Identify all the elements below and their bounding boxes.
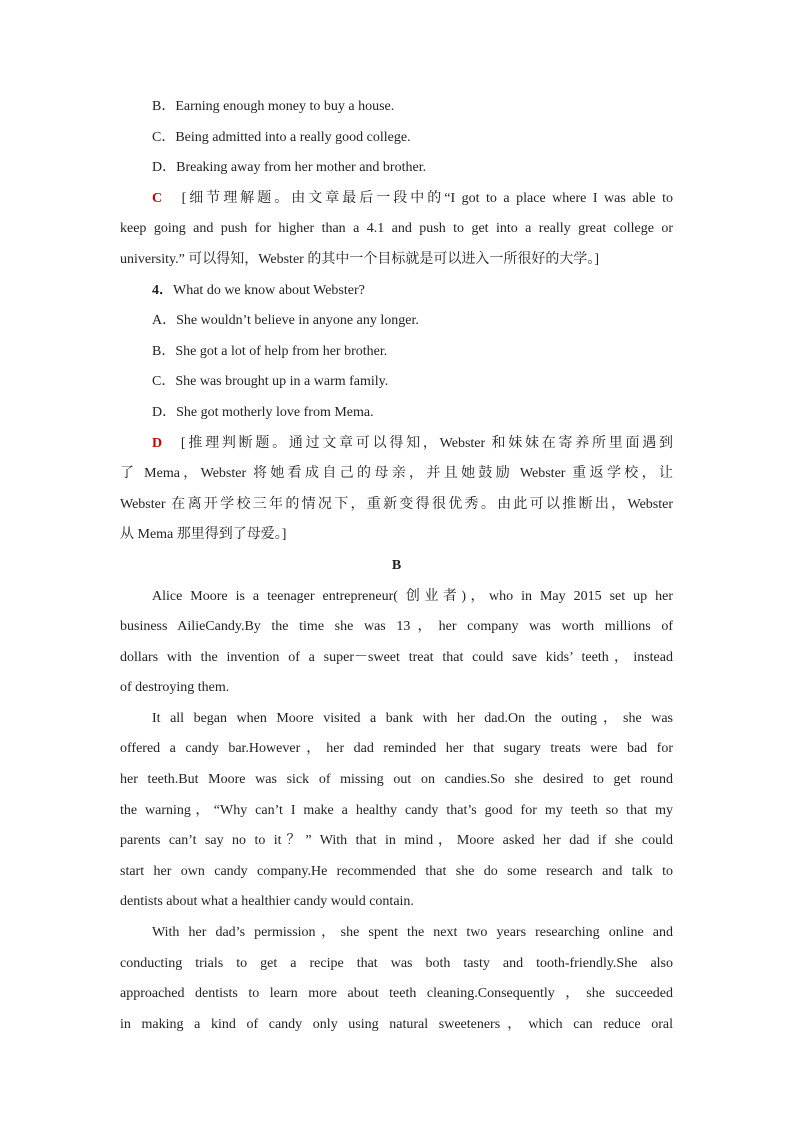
paragraph-line: parents can’t say no to it？” With that in mind，Moore asked her dad if she could — [120, 833, 673, 849]
paragraph-line: Alice Moore is a teenager entrepreneur( 创业者)，who in May 2015 set up her — [152, 588, 673, 604]
paragraph-line: conducting trials to get a recipe that was both tasty and tooth-friendly.She also — [120, 955, 673, 971]
section-heading: B — [391, 557, 402, 573]
paragraph-line: It all began when Moore visited a bank with her dad.On the outing，she was — [152, 710, 673, 726]
paragraph-line: of destroying them. — [120, 680, 230, 696]
paragraph-line: With her dad’s permission，she spent the next two years researching online and — [152, 925, 673, 941]
option-q4-c: C．She was brought up in a warm family. — [152, 374, 389, 390]
question-stem: What do we know about Webster? — [173, 282, 365, 298]
paragraph-line: offered a candy bar.However，her dad reminded her that sugary treats were bad for — [120, 741, 673, 757]
question-4 — [120, 276, 673, 307]
answer-q4-line-3: Webster 在离开学校三年的情况下，重新变得很优秀。由此可以推断出，Webster — [120, 496, 673, 512]
option-q3-b: B．Earning enough money to buy a house. — [152, 99, 395, 114]
option-q4-a: A．She wouldn’t believe in anyone any longer. — [152, 313, 419, 329]
answer-q4-line-2: 了 Mema，Webster 将她看成自己的母亲，并且她鼓励 Webster 重返学校，让 — [120, 466, 673, 482]
paragraph-line: her teeth.But Moore was sick of missing out on candies.So she desired to get round — [120, 772, 673, 788]
paragraph-line: dollars with the invention of a super－sweet treat that could save kids’ teeth，instead — [120, 649, 673, 665]
answer-letter: C — [152, 190, 163, 206]
option-q3-d: D．Breaking away from her mother and brother. — [152, 160, 427, 176]
paragraph-line: approached dentists to learn more about teeth cleaning.Consequently ，she succeeded — [120, 986, 673, 1002]
option-q4-b: B．She got a lot of help from her brother. — [152, 343, 388, 359]
answer-q3-line-1 — [120, 184, 673, 215]
option-q3-c: C．Being admitted into a really good college. — [152, 129, 411, 145]
answer-q4-line-1 — [120, 429, 673, 460]
answer-letter: D — [152, 435, 163, 451]
answer-text: [推理判断题。通过文章可以得知，Webster 和妹妹在寄养所里面遇到 — [180, 435, 674, 451]
question-number: 4． — [152, 282, 173, 298]
paragraph-line: dentists about what a healthier candy would contain. — [120, 894, 414, 910]
answer-text: [细节理解题。由文章最后一段中的“I got to a place where I was able to — [181, 190, 674, 206]
answer-q3-line-2: keep going and push for higher than a 4.1 and push to get into a really great college or — [120, 221, 673, 237]
answer-q4-line-4: 从 Mema 那里得到了母爱。] — [120, 527, 287, 543]
paragraph-line: business AilieCandy.By the time she was 13，her company was worth millions of — [120, 619, 673, 635]
paragraph-line: in making a kind of candy only using natural sweeteners，which can reduce oral — [120, 1016, 673, 1032]
document-page — [120, 92, 673, 1040]
paragraph-line: start her own candy company.He recommended that she do some research and talk to — [120, 863, 673, 879]
paragraph-line: the warning，“Why can’t I make a healthy candy that’s good for my teeth so that my — [120, 802, 673, 818]
option-q4-d: D．She got motherly love from Mema. — [152, 404, 374, 420]
answer-q3-line-3: university.” 可以得知，Webster 的其中一个目标就是可以进入一所很好的大学。] — [120, 251, 599, 267]
